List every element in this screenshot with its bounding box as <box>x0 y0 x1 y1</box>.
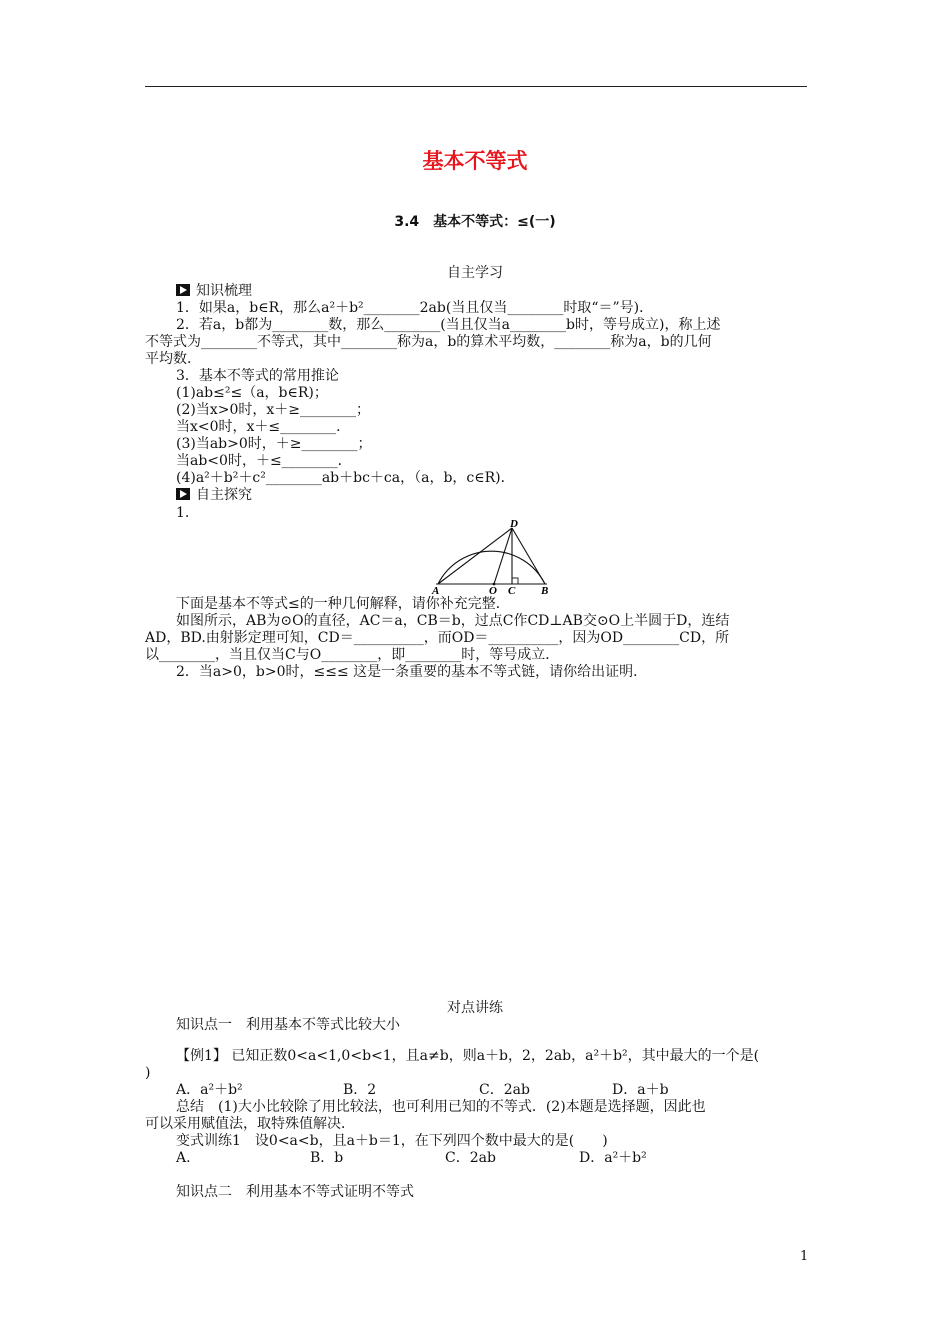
text-line: (1)ab≤²≤（a，b∈R)； <box>176 385 328 401</box>
section-subtitle: 3.4 基本不等式：≤(一) <box>394 214 556 230</box>
right-angle-mark <box>512 578 518 584</box>
explore-item-number: 1. <box>176 505 190 521</box>
variant-option-b: B．b <box>310 1150 344 1166</box>
example-1-option-d: D．a＋b <box>612 1082 669 1098</box>
text-line: 2．当a>0，b>0时，≤≤≤ 这是一条重要的基本不等式链，请你给出证明． <box>176 664 648 680</box>
example-1: 【例1】 已知正数0<a<1,0<b<1，且a≠b，则a＋b，2，2ab，a²＋b²，其中最大的一个是( <box>176 1048 760 1064</box>
text-line: 1．如果a，b∈R，那么a²＋b²________2ab(当且仅当________时取“＝”号)． <box>176 300 654 316</box>
segment-od <box>494 528 512 584</box>
variant-option-a: A. <box>176 1150 191 1166</box>
self-study-heading: 自主学习 <box>447 265 503 281</box>
knowledge-point-1: 知识点一 利用基本不等式比较大小 <box>176 1017 400 1033</box>
text-line: 平均数． <box>145 351 201 367</box>
explore-heading: 自主探究 <box>196 487 252 503</box>
semicircle-figure <box>428 516 554 596</box>
chord-bd <box>512 528 545 584</box>
example-1-option-b: B．2 <box>343 1082 377 1098</box>
label-o: O <box>489 585 497 596</box>
text-line: (4)a²＋b²＋c²________ab＋bc＋ca，（a，b，c∈R)． <box>176 470 515 486</box>
practice-heading: 对点讲练 <box>447 1000 503 1016</box>
header-rule <box>145 86 807 87</box>
knowledge-heading: 知识梳理 <box>196 283 252 299</box>
example-1-option-a: A．a²＋b² <box>176 1082 243 1098</box>
summary-line: 可以采用赋值法，取特殊值解决． <box>145 1116 355 1132</box>
example-1-cont: ) <box>145 1065 151 1081</box>
page-title: 基本不等式 <box>422 149 528 173</box>
text-line: 当x<0时，x＋≤________． <box>176 419 351 435</box>
summary-line: 总结 (1)大小比较除了用比较法，也可利用已知的不等式．(2)本题是选择题，因此也 <box>176 1099 706 1115</box>
text-line: 以________，当且仅当C与O________，即________时，等号成立． <box>145 647 560 663</box>
label-d: D <box>510 518 518 530</box>
knowledge-heading-line <box>145 283 807 300</box>
text-line: 如图所示，AB为⊙O的直径，AC＝a，CB＝b，过点C作CD⊥AB交⊙O上半圆于D，连结 <box>176 613 730 629</box>
play-triangle-icon <box>176 488 190 500</box>
variant-training-1: 变式训练1 设0<a<b，且a＋b＝1，在下列四个数中最大的是( ) <box>176 1133 608 1149</box>
variant-option-c: C．2ab <box>445 1150 496 1166</box>
explore-heading-line <box>145 487 807 504</box>
chord-ad <box>438 528 512 584</box>
variant-option-d: D．a²＋b² <box>579 1150 647 1166</box>
label-a: A <box>432 585 440 596</box>
label-b: B <box>541 585 549 596</box>
label-c: C <box>508 585 516 596</box>
knowledge-point-2: 知识点二 利用基本不等式证明不等式 <box>176 1184 414 1200</box>
text-line: 不等式为________不等式，其中________称为a，b的算术平均数，________称为a，b的几何 <box>145 334 712 350</box>
text-line: (3)当ab>0时，＋≥________； <box>176 436 372 452</box>
text-line: 下面是基本不等式≤的一种几何解释，请你补充完整． <box>176 596 510 612</box>
example-1-option-c: C．2ab <box>479 1082 530 1098</box>
play-triangle-icon <box>176 284 190 296</box>
text-line: 2．若a，b都为________数，那么________(当且仅当a________b时，等号成立)，称上述 <box>176 317 721 333</box>
text-line: AD，BD.由射影定理可知，CD＝__________，而OD＝__________，因为OD________CD，所 <box>145 630 730 646</box>
text-line: 当ab<0时，＋≤________． <box>176 453 352 469</box>
text-line: 3．基本不等式的常用推论 <box>176 368 339 384</box>
text-line: (2)当x>0时，x＋≥________； <box>176 402 370 418</box>
page-number: 1 <box>800 1249 809 1264</box>
